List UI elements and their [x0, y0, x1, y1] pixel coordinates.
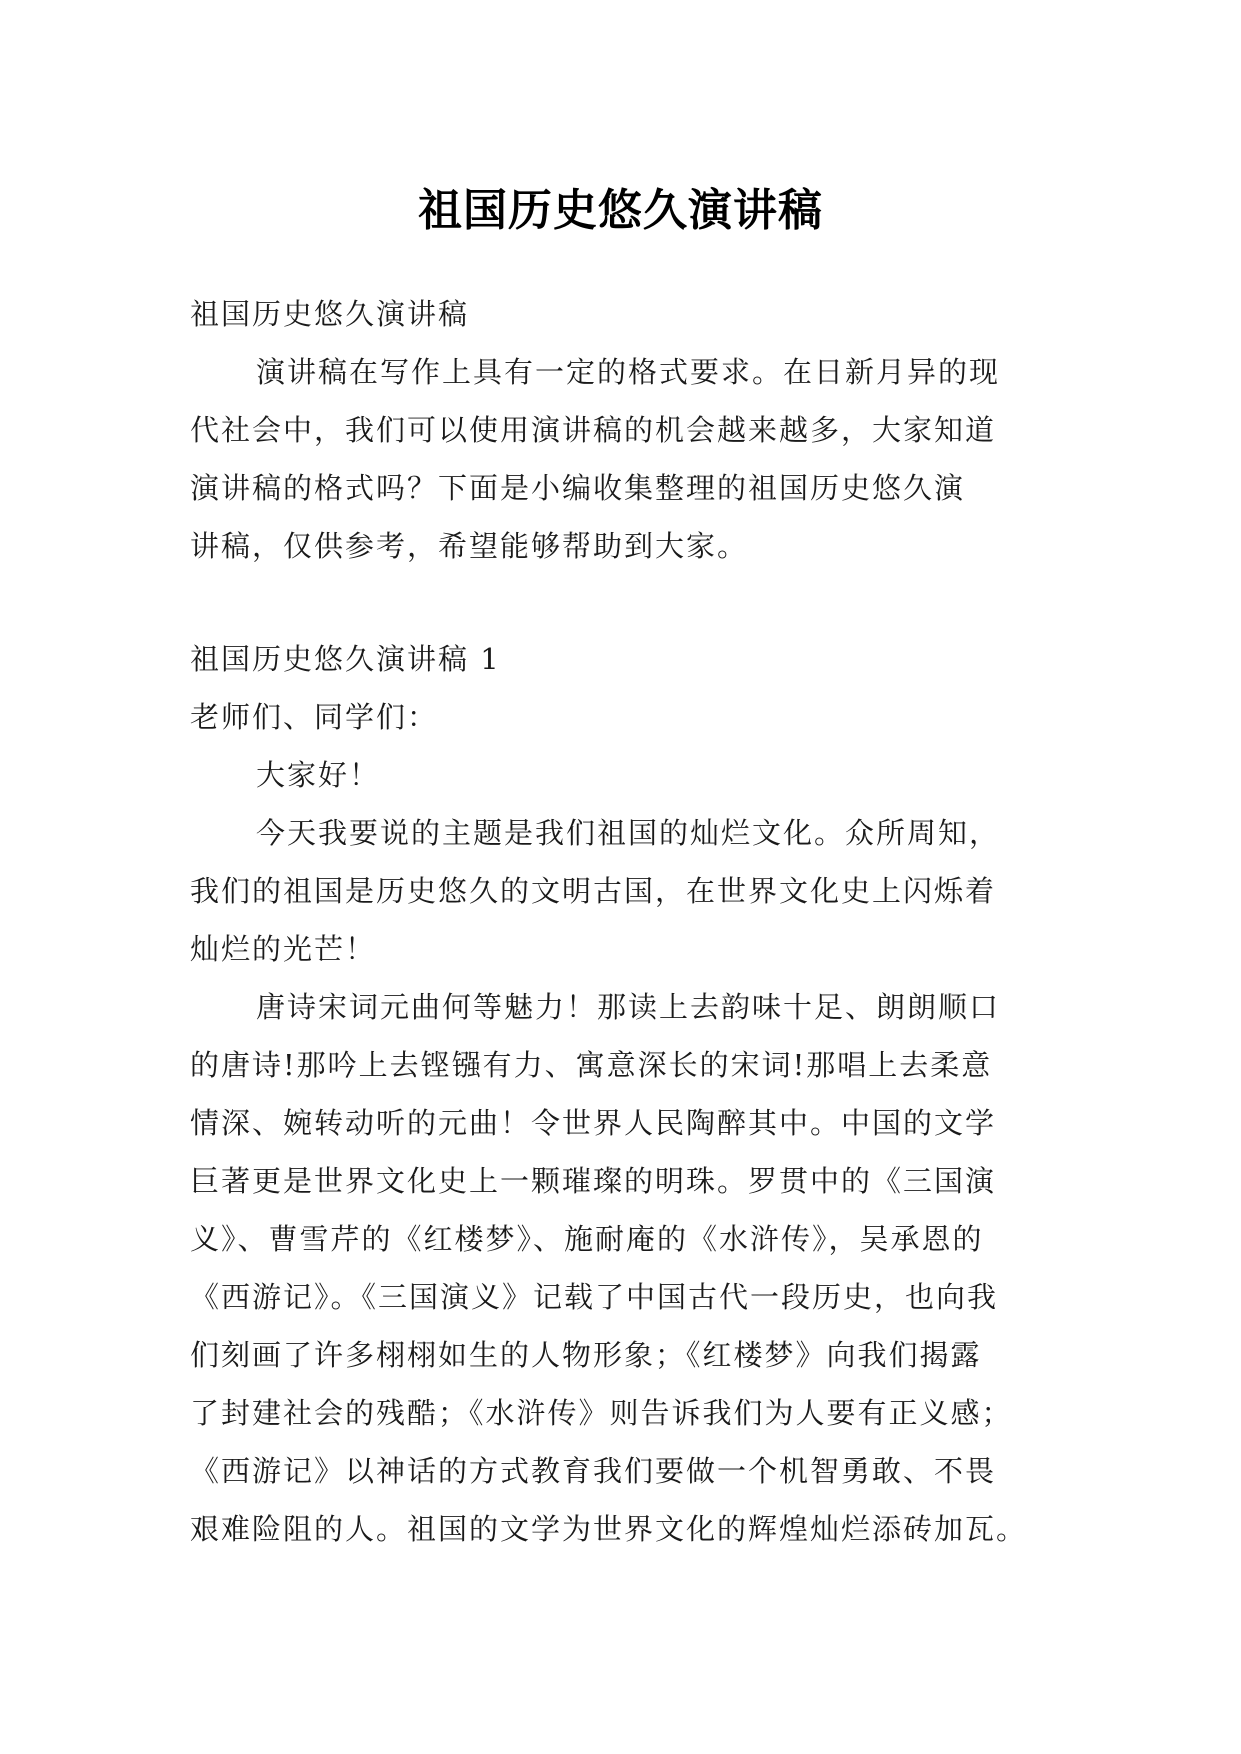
speech-paragraph2-line: 艰难险阻的人。祖国的文学为世界文化的辉煌灿烂添砖加瓦。	[190, 1512, 1028, 1546]
speech-salutation: 老师们、同学们：	[190, 700, 439, 734]
speech-paragraph2-line: 情深、婉转动听的元曲！令世界人民陶醉其中。中国的文学	[190, 1106, 997, 1140]
speech-paragraph2-line: 唐诗宋词元曲何等魅力！那读上去韵味十足、朗朗顺口	[256, 990, 1001, 1024]
speech-paragraph2-line: 义》、曹雪芹的《红楼梦》、施耐庵的《水浒传》，吴承恩的	[190, 1222, 984, 1256]
speech-heading: 祖国历史悠久演讲稿 1	[190, 642, 501, 676]
speech-paragraph1-line: 我们的祖国是历史悠久的文明古国，在世界文化史上闪烁着	[190, 874, 997, 908]
speech-section	[190, 630, 1060, 1558]
speech-greeting: 大家好！	[256, 758, 381, 792]
speech-paragraph2-line: 《西游记》。《三国演义》记载了中国古代一段历史，也向我	[190, 1280, 999, 1314]
speech-paragraph1-line: 灿烂的光芒！	[190, 932, 377, 966]
intro-paragraph-line: 讲稿，仅供参考，希望能够帮助到大家。	[190, 529, 749, 563]
speech-paragraph2-line: 了封建社会的残酷；《水浒传》则告诉我们为人要有正义感；	[190, 1396, 1013, 1430]
speech-paragraph2-line: 《西游记》以神话的方式教育我们要做一个机智勇敢、不畏	[190, 1454, 997, 1488]
intro-section	[190, 285, 1060, 575]
intro-paragraph-line: 演讲稿的格式吗？下面是小编收集整理的祖国历史悠久演	[190, 471, 966, 505]
intro-subtitle: 祖国历史悠久演讲稿	[190, 297, 470, 331]
intro-paragraph-line: 演讲稿在写作上具有一定的格式要求。在日新月异的现	[256, 355, 1001, 389]
speech-paragraph2-line: 巨著更是世界文化史上一颗璀璨的明珠。罗贯中的《三国演	[190, 1164, 997, 1198]
speech-paragraph1-line: 今天我要说的主题是我们祖国的灿烂文化。众所周知，	[256, 816, 1001, 850]
speech-paragraph2-line: 们刻画了许多栩栩如生的人物形象；《红楼梦》向我们揭露	[190, 1338, 982, 1372]
intro-paragraph-line: 代社会中，我们可以使用演讲稿的机会越来越多，大家知道	[190, 413, 997, 447]
document-title: 祖国历史悠久演讲稿	[418, 185, 823, 237]
speech-paragraph2-line: 的唐诗!那吟上去铿镪有力、寓意深长的宋词!那唱上去柔意	[190, 1048, 993, 1082]
